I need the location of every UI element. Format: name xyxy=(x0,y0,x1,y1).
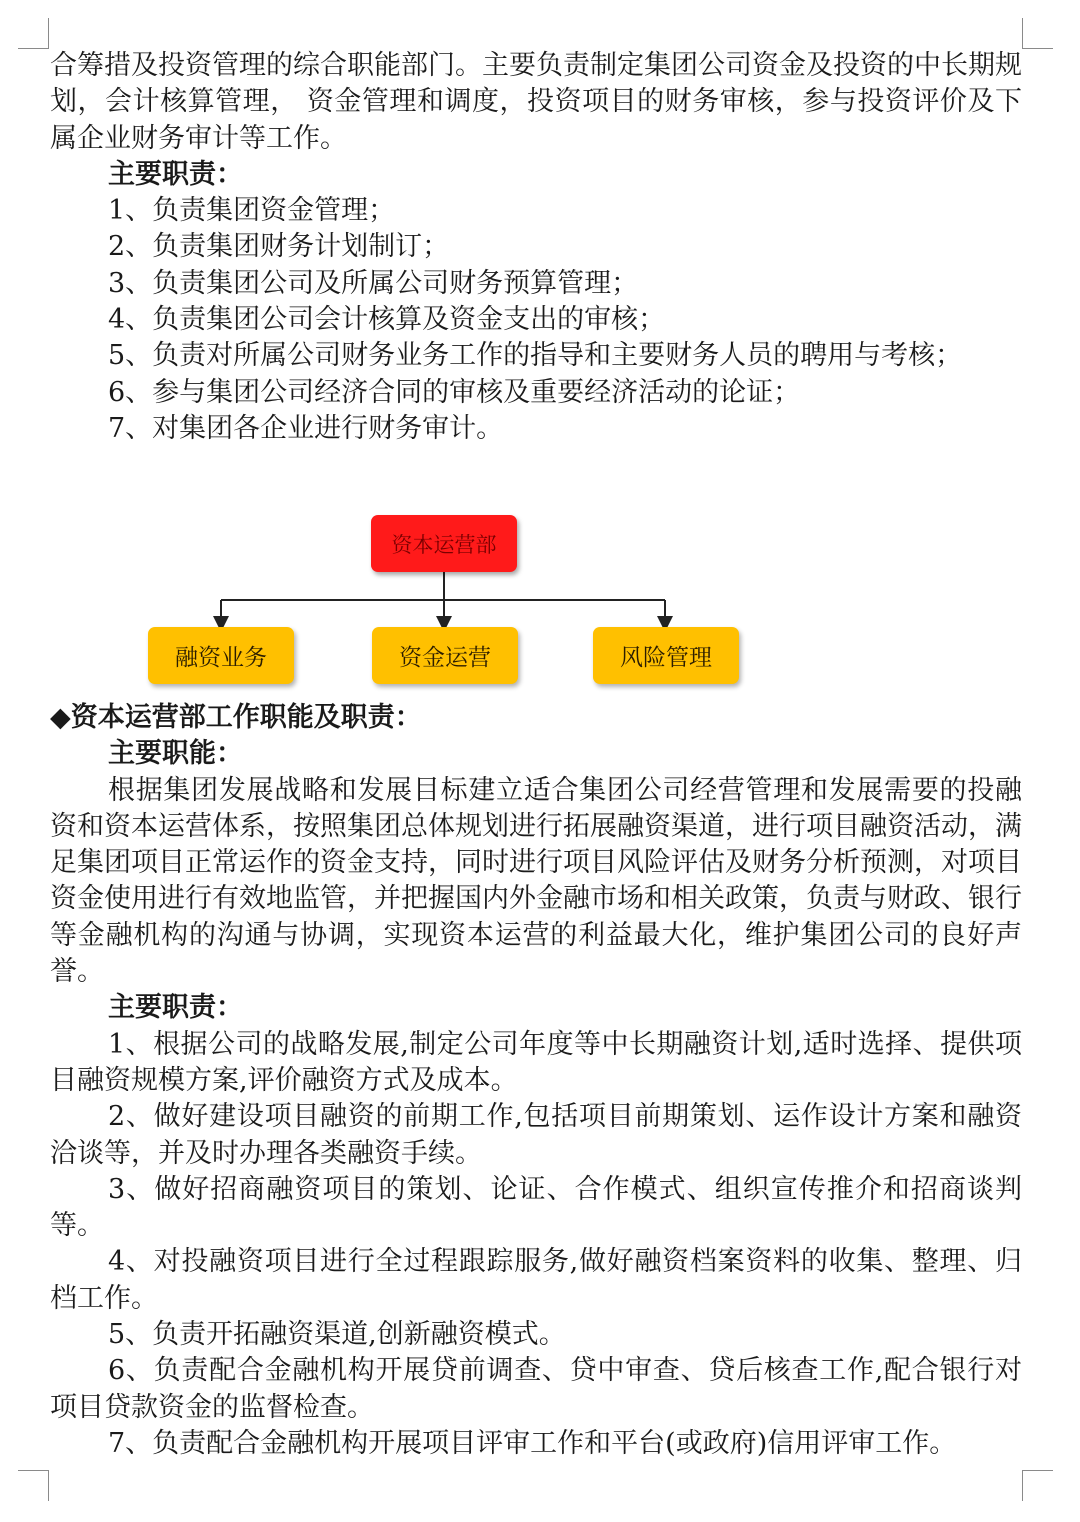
finance-duty-7: 7、对集团各企业进行财务审计。 xyxy=(108,412,504,444)
finance-duties-heading: 主要职责： xyxy=(108,158,243,190)
functions-heading: 主要职能： xyxy=(108,738,243,770)
capital-duty-1: 1、根据公司的战略发展,制定公司年度等中长期融资计划,适时选择、提供项目融资规模方案,评价融资方式及成本。 xyxy=(50,1028,1022,1096)
org-child-financing: 融资业务 xyxy=(148,627,294,684)
capital-duties-heading: 主要职责： xyxy=(108,992,243,1024)
finance-duty-3: 3、负责集团公司及所属公司财务预算管理； xyxy=(108,267,639,299)
capital-duty-4: 4、对投融资项目进行全过程跟踪服务,做好融资档案资料的收集、整理、归档工作。 xyxy=(50,1246,1022,1314)
crop-mark-top-left xyxy=(18,18,49,49)
org-child-risk-management: 风险管理 xyxy=(593,627,739,684)
capital-duty-7: 7、负责配合金融机构开展项目评审工作和平台(或政府)信用评审工作。 xyxy=(108,1427,957,1459)
finance-section xyxy=(50,48,1022,447)
crop-mark-top-right xyxy=(1022,18,1053,49)
capital-section-title: ◆资本运营部工作职能及职责： xyxy=(50,702,422,733)
crop-mark-bottom-left xyxy=(18,1470,49,1501)
intro-paragraph: 合筹措及投资管理的综合职能部门。主要负责制定集团公司资金及投资的中长期规划，会计核算管理， 资金管理和调度，投资项目的财务审核，参与投资评价及下属企业财务审计等工作。 xyxy=(50,50,1022,154)
capital-duty-3: 3、做好招商融资项目的策划、论证、合作模式、组织宣传推介和招商谈判等。 xyxy=(50,1173,1022,1242)
org-root-capital-operations: 资本运营部 xyxy=(371,515,517,572)
finance-duty-6: 6、参与集团公司经济合同的审核及重要经济活动的论证； xyxy=(108,376,801,408)
capital-duty-2: 2、做好建设项目融资的前期工作,包括项目前期策划、运作设计方案和融资洽谈等，并及时办理各类融资手续。 xyxy=(50,1101,1022,1169)
finance-duty-4: 4、负责集团公司会计核算及资金支出的审核； xyxy=(108,304,666,336)
finance-duty-2: 2、负责集团财务计划制订； xyxy=(108,231,450,263)
capital-duty-5: 5、负责开拓融资渠道,创新融资模式。 xyxy=(108,1319,566,1351)
org-child-fund-operations: 资金运营 xyxy=(372,627,518,684)
finance-duty-1: 1、负责集团资金管理； xyxy=(108,195,396,227)
crop-mark-bottom-right xyxy=(1022,1470,1053,1501)
functions-paragraph: 根据集团发展战略和发展目标建立适合集团公司经营管理和发展需要的投融资和资本运营体系，按照集团总体规划进行拓展融资渠道，进行项目融资活动，满足集团项目正常运作的资金支持，同时进行项目风险评估及财务分析预测，对项目资金使用进行有效地监管，并把握国内外金融市场和相关政策，负责与财政、银行等金融机构的沟通与协调，实现资本运营的利益最大化，维护集团公司的良好声誉。 xyxy=(50,774,1022,988)
capital-duty-6: 6、负责配合金融机构开展贷前调查、贷中审查、贷后核查工作,配合银行对项目贷款资金的监督检查。 xyxy=(50,1355,1022,1423)
capital-section xyxy=(50,700,1022,1462)
finance-duty-5: 5、负责对所属公司财务业务工作的指导和主要财务人员的聘用与考核； xyxy=(108,340,963,372)
